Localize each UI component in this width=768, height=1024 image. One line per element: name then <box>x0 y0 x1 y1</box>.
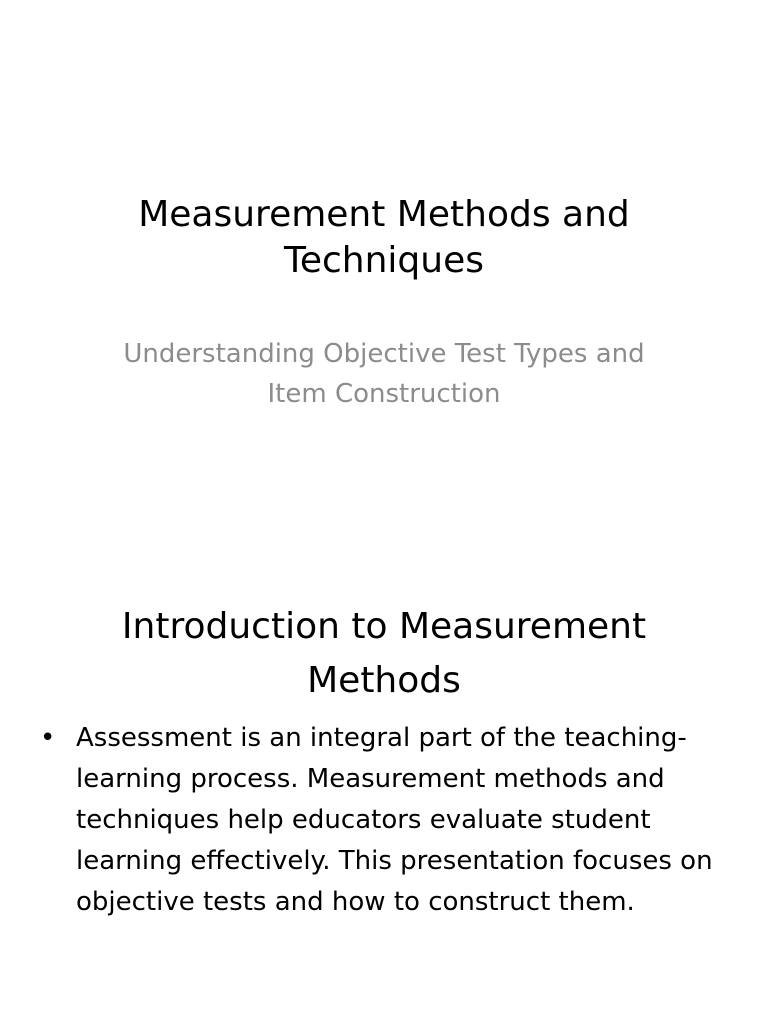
slide-1-title: Measurement Methods and Techniques <box>138 194 630 281</box>
slide-introduction <box>0 512 768 1024</box>
slide-1-subtitle: Understanding Objective Test Types and Item Construction <box>123 339 645 409</box>
slide-2-title: Introduction to Measurement Methods <box>121 606 647 701</box>
bullet-item <box>38 718 728 923</box>
slide-2-bullet-list <box>38 718 728 923</box>
bullet-text: Assessment is an integral part of the teaching-learning process. Measurement methods and techniques help educators evaluate student learning effectively. This presentation focuses on objective tests and how to construct them. <box>76 723 713 917</box>
bullet-icon: • <box>40 723 56 753</box>
